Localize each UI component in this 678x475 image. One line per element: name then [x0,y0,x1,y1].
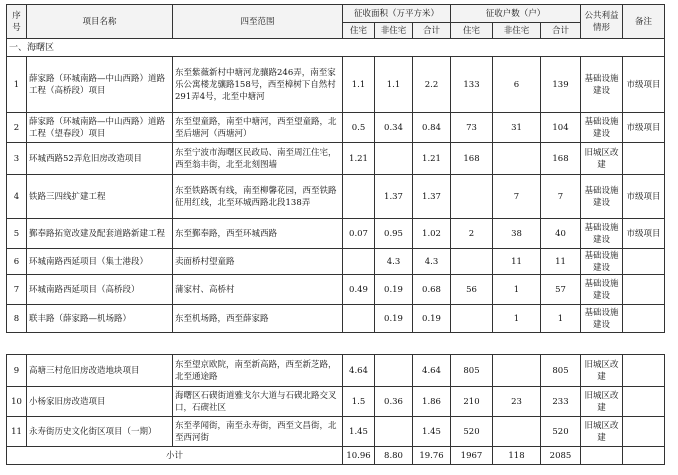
row-name: 环城西路52弄危旧房改造项目 [27,143,173,175]
row-no: 10 [7,387,27,417]
row-area-total: 1.37 [413,175,451,219]
row-remark [623,355,665,387]
row-scope: 东至机场路，西至薛家路 [173,305,343,333]
row-area-res: 0.5 [343,113,375,143]
row-name: 小杨家旧房改造项目 [27,387,173,417]
row-hh-total: 11 [541,249,581,275]
row-remark [623,143,665,175]
row-area-total: 1.02 [413,219,451,249]
row-hh-total: 40 [541,219,581,249]
row-area-total: 2.2 [413,57,451,113]
row-scope: 东至鄞奉路，西至环城西路 [173,219,343,249]
row-area-res [343,249,375,275]
header-remark: 备注 [623,5,665,39]
header-scope: 四至范围 [173,5,343,39]
row-remark [623,305,665,333]
row-name: 薛家路（环城南路—中山西路）道路工程（望春段）项目 [27,113,173,143]
row-no: 3 [7,143,27,175]
row-scope: 东至望京欧院，南至新高路，西至新芝路，北至通途路 [173,355,343,387]
row-remark [623,417,665,447]
row-name: 永寿街历史文化街区项目（一期） [27,417,173,447]
table-row [7,57,665,113]
header-seq: 序号 [7,5,27,39]
row-hh-nonres [493,355,541,387]
row-area-total: 4.3 [413,249,451,275]
row-hh-res: 520 [451,417,493,447]
row-remark [623,387,665,417]
row-scope: 东至望童路，南至中塘河，西至望童路，北至后塘河（西塘河） [173,113,343,143]
header-public: 公共利益情形 [581,5,623,39]
row-scope: 卖面桥村望童路 [173,249,343,275]
header-households: 征收户数（户） [451,5,581,23]
row-area-res: 4.64 [343,355,375,387]
row-no: 6 [7,249,27,275]
row-public: 基础设施建设 [581,113,623,143]
row-area-nonres [375,417,413,447]
row-hh-total: 104 [541,113,581,143]
row-area-res: 0.07 [343,219,375,249]
row-hh-nonres: 1 [493,305,541,333]
row-hh-nonres: 7 [493,175,541,219]
header-area: 征收面积（万平方米） [343,5,451,23]
header-area-res: 住宅 [343,23,375,39]
row-hh-total: 520 [541,417,581,447]
row-public: 基础设施建设 [581,175,623,219]
row-remark: 市级项目 [623,219,665,249]
row-hh-nonres: 38 [493,219,541,249]
row-hh-total: 168 [541,143,581,175]
row-no: 11 [7,417,27,447]
row-remark: 市级项目 [623,57,665,113]
header-area-total: 合计 [413,23,451,39]
row-public: 基础设施建设 [581,219,623,249]
row-area-nonres [375,355,413,387]
row-hh-total: 57 [541,275,581,305]
table-row [7,387,665,417]
row-area-nonres: 1.1 [375,57,413,113]
row-hh-res [451,175,493,219]
header-hh-res: 住宅 [451,23,493,39]
row-hh-res: 73 [451,113,493,143]
table-row [7,219,665,249]
row-hh-total: 805 [541,355,581,387]
row-area-nonres: 1.37 [375,175,413,219]
row-area-total: 1.45 [413,417,451,447]
row-area-total: 4.64 [413,355,451,387]
row-public: 基础设施建设 [581,249,623,275]
subtotal-area-total: 19.76 [413,447,451,465]
subtotal-hh-total: 2085 [541,447,581,465]
row-hh-res: 56 [451,275,493,305]
row-name: 环城南路西延项目（高桥段） [27,275,173,305]
row-scope: 东至紫薇新村中塘河龙骧路246弄，南至家乐公寓楼龙骧路158号，西至樟树下自然村291弄4号，北至中塘河 [173,57,343,113]
row-area-total: 1.86 [413,387,451,417]
row-hh-res: 168 [451,143,493,175]
row-area-res [343,305,375,333]
row-name: 高塘三村危旧房改造地块项目 [27,355,173,387]
row-area-nonres: 0.36 [375,387,413,417]
table-row [7,417,665,447]
row-no: 5 [7,219,27,249]
row-area-nonres: 4.3 [375,249,413,275]
header-name: 项目名称 [27,5,173,39]
subtotal-hh-res: 1967 [451,447,493,465]
row-public: 基础设施建设 [581,275,623,305]
row-hh-nonres [493,143,541,175]
subtotal-label: 小计 [7,447,343,465]
row-public: 基础设施建设 [581,57,623,113]
table-row [7,305,665,333]
row-scope: 东至宁波市海曙区民政局、南至周江住宅，西至翁丰街，北至北刻图墙 [173,143,343,175]
row-area-total: 0.68 [413,275,451,305]
row-no: 9 [7,355,27,387]
row-area-res: 0.49 [343,275,375,305]
row-hh-nonres: 23 [493,387,541,417]
row-hh-res: 2 [451,219,493,249]
row-public: 旧城区改建 [581,143,623,175]
header-hh-total: 合计 [541,23,581,39]
row-hh-nonres [493,417,541,447]
row-name: 联丰路（薛家路—机场路） [27,305,173,333]
row-area-total: 0.19 [413,305,451,333]
row-hh-res: 805 [451,355,493,387]
row-public: 旧城区改建 [581,355,623,387]
row-hh-total: 233 [541,387,581,417]
row-hh-res [451,249,493,275]
row-area-nonres: 0.19 [375,275,413,305]
subtotal-public [581,447,623,465]
row-remark [623,249,665,275]
row-no: 2 [7,113,27,143]
row-area-res [343,175,375,219]
row-hh-nonres: 1 [493,275,541,305]
subtotal-hh-nonres: 118 [493,447,541,465]
table-row [7,249,665,275]
row-area-nonres: 0.19 [375,305,413,333]
header-area-nonres: 非住宅 [375,23,413,39]
row-name: 鄞奉路拓宽改建及配套道路新建工程 [27,219,173,249]
subtotal-area-res: 10.96 [343,447,375,465]
row-remark: 市级项目 [623,113,665,143]
row-area-total: 1.21 [413,143,451,175]
row-remark: 市级项目 [623,175,665,219]
row-area-res: 1.45 [343,417,375,447]
row-no: 8 [7,305,27,333]
row-scope: 东至铁路既有线，南至柳馨花园，西至铁路征用红线，北至环城西路北段138弄 [173,175,343,219]
row-area-res: 1.1 [343,57,375,113]
row-hh-res: 210 [451,387,493,417]
row-no: 4 [7,175,27,219]
row-hh-nonres: 6 [493,57,541,113]
section-title: 一、海曙区 [7,39,665,57]
row-hh-nonres: 31 [493,113,541,143]
subtotal-area-nonres: 8.80 [375,447,413,465]
table-row [7,275,665,305]
row-remark [623,275,665,305]
table-row [7,175,665,219]
expropriation-table-lower [6,354,665,465]
row-no: 7 [7,275,27,305]
row-name: 环城南路西延项目（集士港段） [27,249,173,275]
row-public: 旧城区改建 [581,417,623,447]
row-area-nonres: 0.95 [375,219,413,249]
row-area-nonres [375,143,413,175]
subtotal-row [7,447,665,465]
row-hh-total: 7 [541,175,581,219]
row-area-res: 1.21 [343,143,375,175]
row-scope: 海曙区石碶街道雅戈尔大道与石碶北路交叉口，石碶社区 [173,387,343,417]
row-scope: 蒲家村、高桥村 [173,275,343,305]
row-area-total: 0.84 [413,113,451,143]
row-public: 旧城区改建 [581,387,623,417]
table-row [7,113,665,143]
row-no: 1 [7,57,27,113]
row-hh-total: 1 [541,305,581,333]
header-hh-nonres: 非住宅 [493,23,541,39]
row-scope: 东至孝闻街，南至永寿街，西至文昌街，北至西河街 [173,417,343,447]
table-row [7,355,665,387]
expropriation-table-upper [6,4,665,333]
row-hh-res [451,305,493,333]
row-hh-res: 133 [451,57,493,113]
table-row [7,143,665,175]
row-hh-total: 139 [541,57,581,113]
subtotal-remark [623,447,665,465]
row-public: 基础设施建设 [581,305,623,333]
row-area-nonres: 0.34 [375,113,413,143]
row-hh-nonres: 11 [493,249,541,275]
row-name: 铁路三四线扩建工程 [27,175,173,219]
row-area-res: 1.5 [343,387,375,417]
row-name: 薛家路（环城南路—中山西路）道路工程（高桥段）项目 [27,57,173,113]
